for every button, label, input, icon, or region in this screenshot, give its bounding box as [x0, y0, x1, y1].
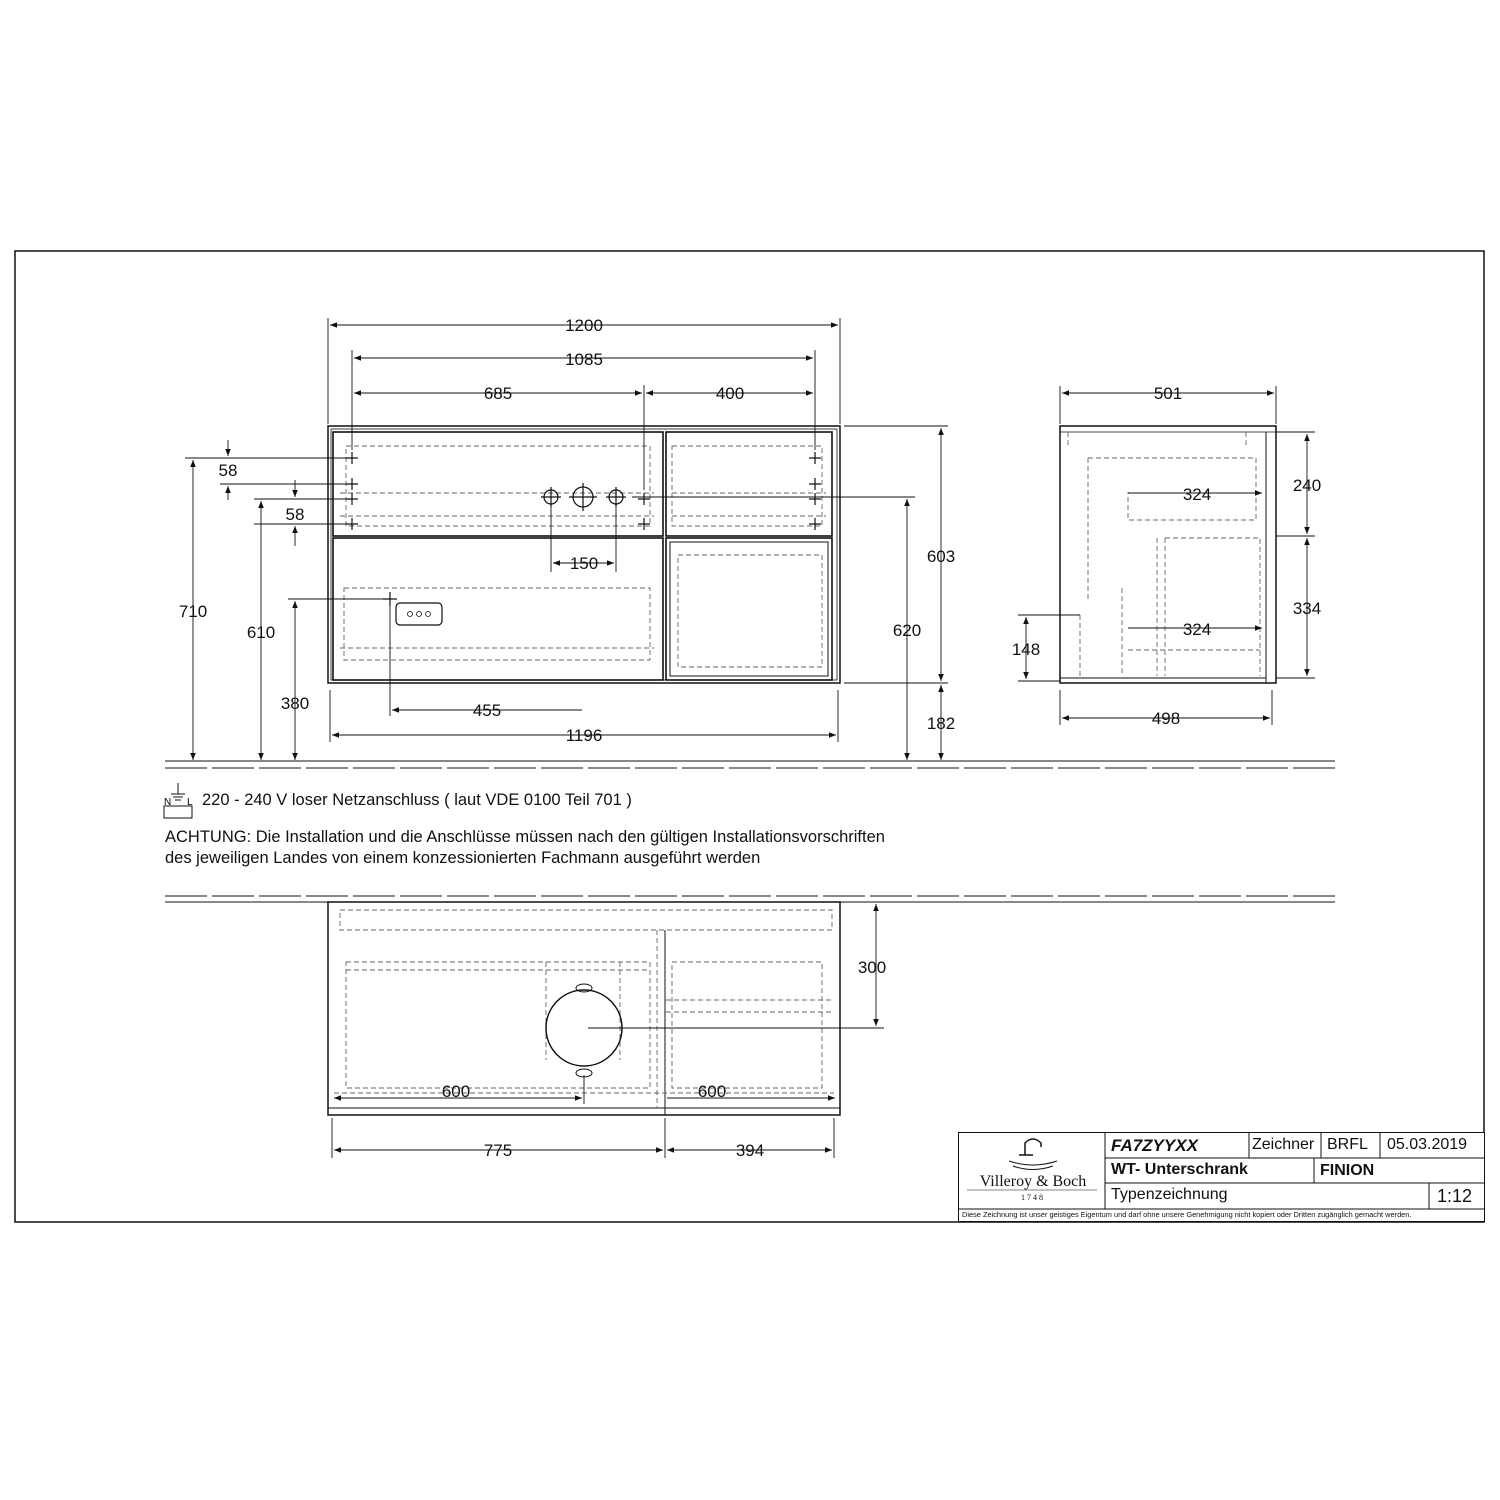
dim-drawer-right: 600	[697, 1082, 727, 1101]
lower-left-drawer	[333, 538, 663, 680]
article-number: FA7ZYYXX	[1111, 1136, 1198, 1155]
drawer-label: Zeichner	[1252, 1136, 1315, 1153]
tap-hole-icon	[541, 483, 626, 511]
dim-shelf-depth-1: 324	[1182, 485, 1212, 504]
floor-line	[165, 761, 1335, 768]
socket-icon	[396, 603, 442, 625]
dim-top-offset-1: 58	[218, 461, 238, 480]
side-view	[1060, 426, 1276, 683]
product-type: WT- Unterschrank	[1111, 1161, 1248, 1178]
warning-line-2: des jeweiligen Landes von einem konzessionierten Fachmann ausgeführt werden	[165, 849, 761, 867]
power-symbol-letter-l: L	[187, 797, 193, 808]
drawing-date: 05.03.2019	[1387, 1136, 1468, 1153]
upper-left-drawer	[333, 432, 663, 536]
dim-height-380: 380	[280, 694, 310, 713]
dim-body-width: 1196	[565, 726, 603, 745]
title-block	[958, 1132, 1485, 1222]
dim-offset-148: 148	[1011, 640, 1041, 659]
dim-right-section: 394	[735, 1141, 765, 1160]
dim-depth-top: 501	[1153, 384, 1183, 403]
dim-lower-height: 334	[1292, 599, 1322, 618]
dim-depth: 300	[857, 958, 887, 977]
dim-tap-to-right: 400	[715, 384, 745, 403]
warning-line-1: ACHTUNG: Die Installation und die Anschlüsse müssen nach den gültigen Installationsvorschriften	[165, 828, 885, 846]
dim-body-height: 603	[926, 547, 956, 566]
dim-shelf-depth-2: 324	[1182, 620, 1212, 639]
dim-drawer-left: 600	[441, 1082, 471, 1101]
drawing-type: Typenzeichnung	[1111, 1186, 1228, 1203]
power-note: 220 - 240 V loser Netzanschluss ( laut VDE 0100 Teil 701 )	[202, 791, 632, 809]
dim-top-offset-2: 58	[285, 505, 305, 524]
power-symbol-letter-n: N	[164, 797, 172, 808]
wall-line	[165, 896, 1335, 902]
dim-left-to-tap: 685	[483, 384, 513, 403]
brand-logo-icon	[1009, 1139, 1057, 1170]
product-series: FINION	[1320, 1162, 1375, 1179]
dim-drawer-height: 240	[1292, 476, 1322, 495]
dim-inner-width: 1085	[565, 350, 603, 369]
drawer-code: BRFL	[1327, 1136, 1368, 1153]
brand-name: Villeroy & Boch	[979, 1173, 1087, 1190]
dim-height-620: 620	[892, 621, 922, 640]
dim-floor-clearance: 182	[926, 714, 956, 733]
upper-right-drawer	[666, 432, 832, 536]
dim-depth-bottom: 498	[1151, 709, 1181, 728]
dim-height-total: 710	[178, 602, 208, 621]
dim-height-610: 610	[246, 623, 276, 642]
dim-tap-spacing: 150	[569, 554, 599, 573]
dim-socket-offset: 455	[472, 701, 502, 720]
brand-year: 1748	[1021, 1193, 1045, 1202]
drawing-scale: 1:12	[1437, 1186, 1473, 1206]
lower-right-compartment	[666, 538, 832, 680]
drawing-frame	[15, 251, 1484, 1222]
dim-left-section: 775	[483, 1141, 513, 1160]
copyright-note: Diese Zeichnung ist unser geistiges Eigentum und darf ohne unsere Genehmigung nicht kopiert oder Dritten zugänglich gemacht werden.	[962, 1210, 1412, 1219]
dim-overall-width: 1200	[565, 316, 603, 335]
